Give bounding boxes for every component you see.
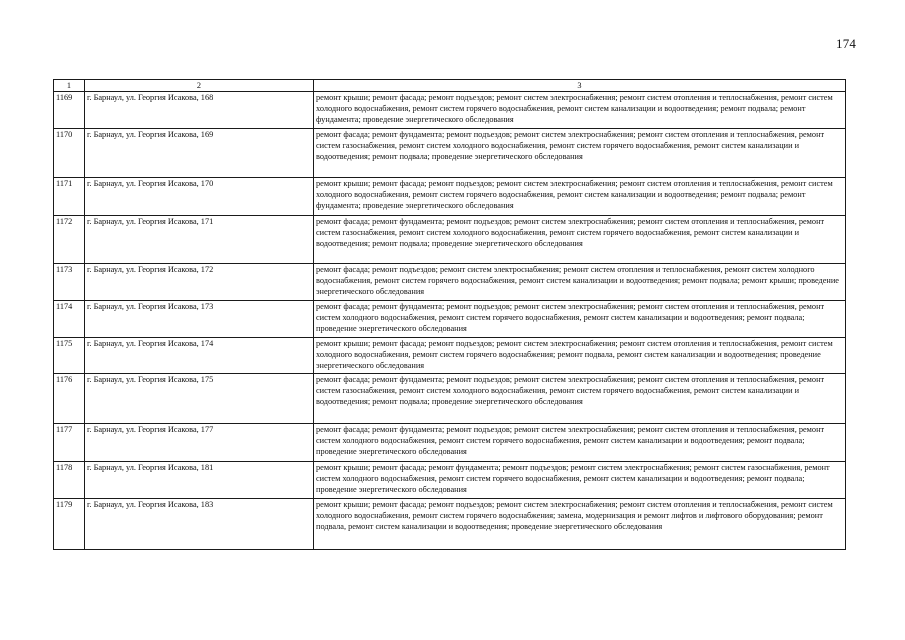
row-address: г. Барнаул, ул. Георгия Исакова, 183: [85, 499, 314, 550]
repair-registry-table: [53, 79, 846, 550]
row-number: 1170: [54, 129, 85, 178]
row-works: ремонт фасада; ремонт фундамента; ремонт подъездов; ремонт систем электроснабжения; ремонт систем отопления и теплоснабжения, ремонт систем газоснабжения, ремонт систем холодного водоснабжения, ремонт систем горячего водоснабжения, ремонт систем канализации и водоотведения; ремонт подвала; проведение энергетического обследования: [314, 129, 846, 178]
row-address: г. Барнаул, ул. Георгия Исакова, 175: [85, 374, 314, 424]
table-row: [54, 301, 846, 338]
row-works: ремонт крыши; ремонт фасада; ремонт подъездов; ремонт систем электроснабжения; ремонт систем отопления и теплоснабжения, ремонт систем холодного водоснабжения, ремонт систем горячего водоснабжения; ремонт подвала, ремонт систем канализации и водоотведения; проведение энергетического обследования: [314, 338, 846, 374]
table-row: [54, 92, 846, 129]
row-address: г. Барнаул, ул. Георгия Исакова, 170: [85, 178, 314, 216]
row-works: ремонт фасада; ремонт фундамента; ремонт подъездов; ремонт систем электроснабжения; ремонт систем отопления и теплоснабжения, ремонт систем холодного водоснабжения, ремонт систем горячего водоснабжения, ремонт систем канализации и водоотведения; ремонт подвала; проведение энергетического обследования: [314, 424, 846, 462]
row-works: ремонт крыши; ремонт фасада; ремонт фундамента; ремонт подъездов; ремонт систем электроснабжения; ремонт систем газоснабжения, ремонт систем холодного водоснабжения, ремонт систем горячего водоснабжения, ремонт систем канализации и водоотведения; ремонт подвала; проведение энергетического обследования: [314, 462, 846, 499]
table-row: [54, 216, 846, 264]
row-works: ремонт крыши; ремонт фасада; ремонт подъездов; ремонт систем электроснабжения; ремонт систем отопления и теплоснабжения, ремонт систем холодного водоснабжения, ремонт систем горячего водоснабжения, ремонт систем канализации и водоотведения; ремонт подвала; ремонт фундамента; проведение энергетического обследования: [314, 178, 846, 216]
row-number: 1173: [54, 264, 85, 301]
row-works: ремонт фасада; ремонт фундамента; ремонт подъездов; ремонт систем электроснабжения; ремонт систем отопления и теплоснабжения, ремонт систем газоснабжения, ремонт систем холодного водоснабжения, ремонт систем горячего водоснабжения, ремонт систем канализации и водоотведения; ремонт подвала; проведение энергетического обследования: [314, 216, 846, 264]
row-number: 1177: [54, 424, 85, 462]
row-number: 1179: [54, 499, 85, 550]
row-number: 1175: [54, 338, 85, 374]
row-works: ремонт фасада; ремонт фундамента; ремонт подъездов; ремонт систем электроснабжения; ремонт систем отопления и теплоснабжения, ремонт систем холодного водоснабжения, ремонт систем горячего водоснабжения, ремонт систем канализации и водоотведения; ремонт подвала; проведение энергетического обследования: [314, 301, 846, 338]
table-row: [54, 338, 846, 374]
row-number: 1169: [54, 92, 85, 129]
table-row: [54, 499, 846, 550]
row-address: г. Барнаул, ул. Георгия Исакова, 174: [85, 338, 314, 374]
row-number: 1178: [54, 462, 85, 499]
row-number: 1176: [54, 374, 85, 424]
table-row: [54, 178, 846, 216]
table-row: [54, 129, 846, 178]
column-header-number: 1: [54, 80, 85, 92]
row-address: г. Барнаул, ул. Георгия Исакова, 173: [85, 301, 314, 338]
table-row: [54, 424, 846, 462]
row-address: г. Барнаул, ул. Георгия Исакова, 168: [85, 92, 314, 129]
row-address: г. Барнаул, ул. Георгия Исакова, 171: [85, 216, 314, 264]
column-header-works: 3: [314, 80, 846, 92]
table-row: [54, 462, 846, 499]
row-address: г. Барнаул, ул. Георгия Исакова, 169: [85, 129, 314, 178]
row-number: 1172: [54, 216, 85, 264]
row-address: г. Барнаул, ул. Георгия Исакова, 181: [85, 462, 314, 499]
row-address: г. Барнаул, ул. Георгия Исакова, 177: [85, 424, 314, 462]
row-address: г. Барнаул, ул. Георгия Исакова, 172: [85, 264, 314, 301]
row-works: ремонт фасада; ремонт фундамента; ремонт подъездов; ремонт систем электроснабжения; ремонт систем отопления и теплоснабжения, ремонт систем газоснабжения, ремонт систем холодного водоснабжения, ремонт систем горячего водоснабжения, ремонт систем канализации и водоотведения; ремонт подвала; проведение энергетического обследования: [314, 374, 846, 424]
table-row: [54, 264, 846, 301]
row-works: ремонт крыши; ремонт фасада; ремонт подъездов; ремонт систем электроснабжения; ремонт систем отопления и теплоснабжения, ремонт систем холодного водоснабжения, ремонт систем горячего водоснабжения, ремонт систем канализации и водоотведения; ремонт подвала; ремонт фундамента; проведение энергетического обследования: [314, 92, 846, 129]
table-row: [54, 374, 846, 424]
table-header-row: [54, 80, 846, 92]
row-works: ремонт фасада; ремонт подъездов; ремонт систем электроснабжения; ремонт систем отопления и теплоснабжения, ремонт систем холодного водоснабжения, ремонт систем горячего водоснабжения, ремонт систем канализации и водоотведения; ремонт подвала; ремонт крыши; проведение энергетического обследования: [314, 264, 846, 301]
row-number: 1171: [54, 178, 85, 216]
column-header-address: 2: [85, 80, 314, 92]
page-number: 174: [836, 36, 857, 51]
row-works: ремонт крыши; ремонт фасада; ремонт подъездов; ремонт систем электроснабжения; ремонт систем отопления и теплоснабжения, ремонт систем холодного водоснабжения, ремонт систем горячего водоснабжения; замена, модернизация и ремонт лифтов и лифтового оборудования; ремонт подвала, ремонт систем канализации и водоотведения; проведение энергетического обследования: [314, 499, 846, 550]
row-number: 1174: [54, 301, 85, 338]
